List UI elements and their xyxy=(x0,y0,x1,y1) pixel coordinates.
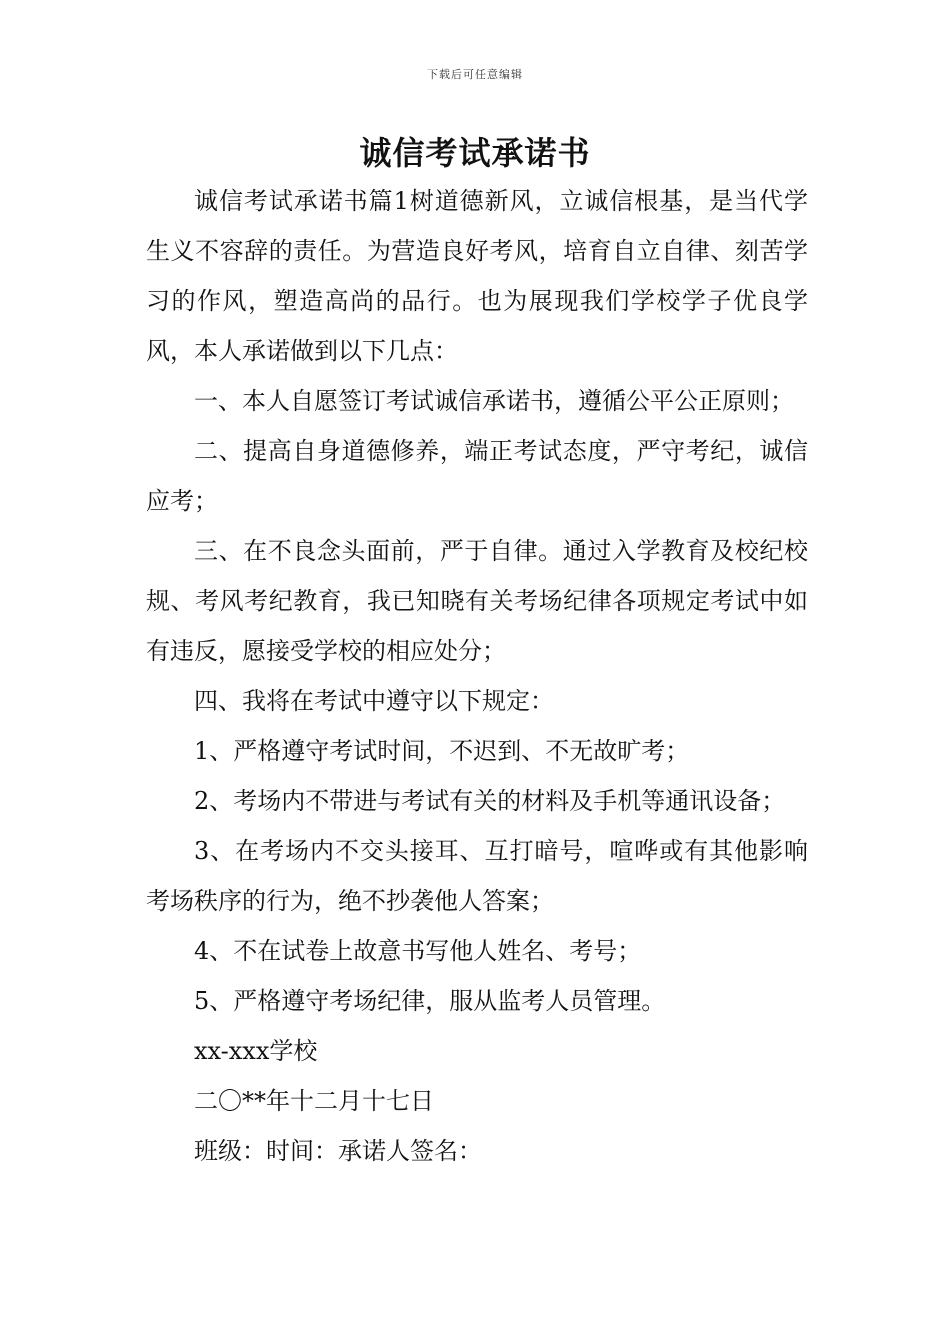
paragraph-intro: 诚信考试承诺书篇1树道德新风，立诚信根基，是当代学生义不容辞的责任。为营造良好考风，培育自立自律、刻苦学习的作风，塑造高尚的品行。也为展现我们学校学子优良学风，本人承诺做到以下几点： xyxy=(146,187,808,365)
signature-line: 班级：时间：承诺人签名： xyxy=(194,1137,482,1165)
paragraph-item-1: 一、本人自愿签订考试诚信承诺书，遵循公平公正原则； xyxy=(194,387,794,415)
rule-1: 1、严格遵守考试时间，不迟到、不无故旷考； xyxy=(194,737,690,765)
rule-5: 5、严格遵守考场纪律，服从监考人员管理。 xyxy=(194,987,666,1015)
header-note: 下载后可任意编辑 xyxy=(427,68,523,81)
rule-2: 2、考场内不带进与考试有关的材料及手机等通讯设备； xyxy=(194,787,786,815)
document-title: 诚信考试承诺书 xyxy=(359,134,591,172)
paragraph-item-3: 三、在不良念头面前，严于自律。通过入学教育及校纪校规、考风考纪教育，我已知晓有关考场纪律各项规定考试中如有违反，愿接受学校的相应处分； xyxy=(146,537,808,665)
date-line: 二〇**年十二月十七日 xyxy=(194,1087,434,1115)
paragraph-item-2: 二、提高自身道德修养，端正考试态度，严守考纪，诚信应考； xyxy=(146,437,808,515)
document-body xyxy=(146,176,808,1176)
school-name: xx-xxx学校 xyxy=(194,1037,318,1065)
rule-3: 3、在考场内不交头接耳、互打暗号，喧哗或有其他影响考场秩序的行为，绝不抄袭他人答案； xyxy=(146,837,808,915)
rule-4: 4、不在试卷上故意书写他人姓名、考号； xyxy=(194,937,642,965)
paragraph-item-4: 四、我将在考试中遵守以下规定： xyxy=(194,687,554,715)
